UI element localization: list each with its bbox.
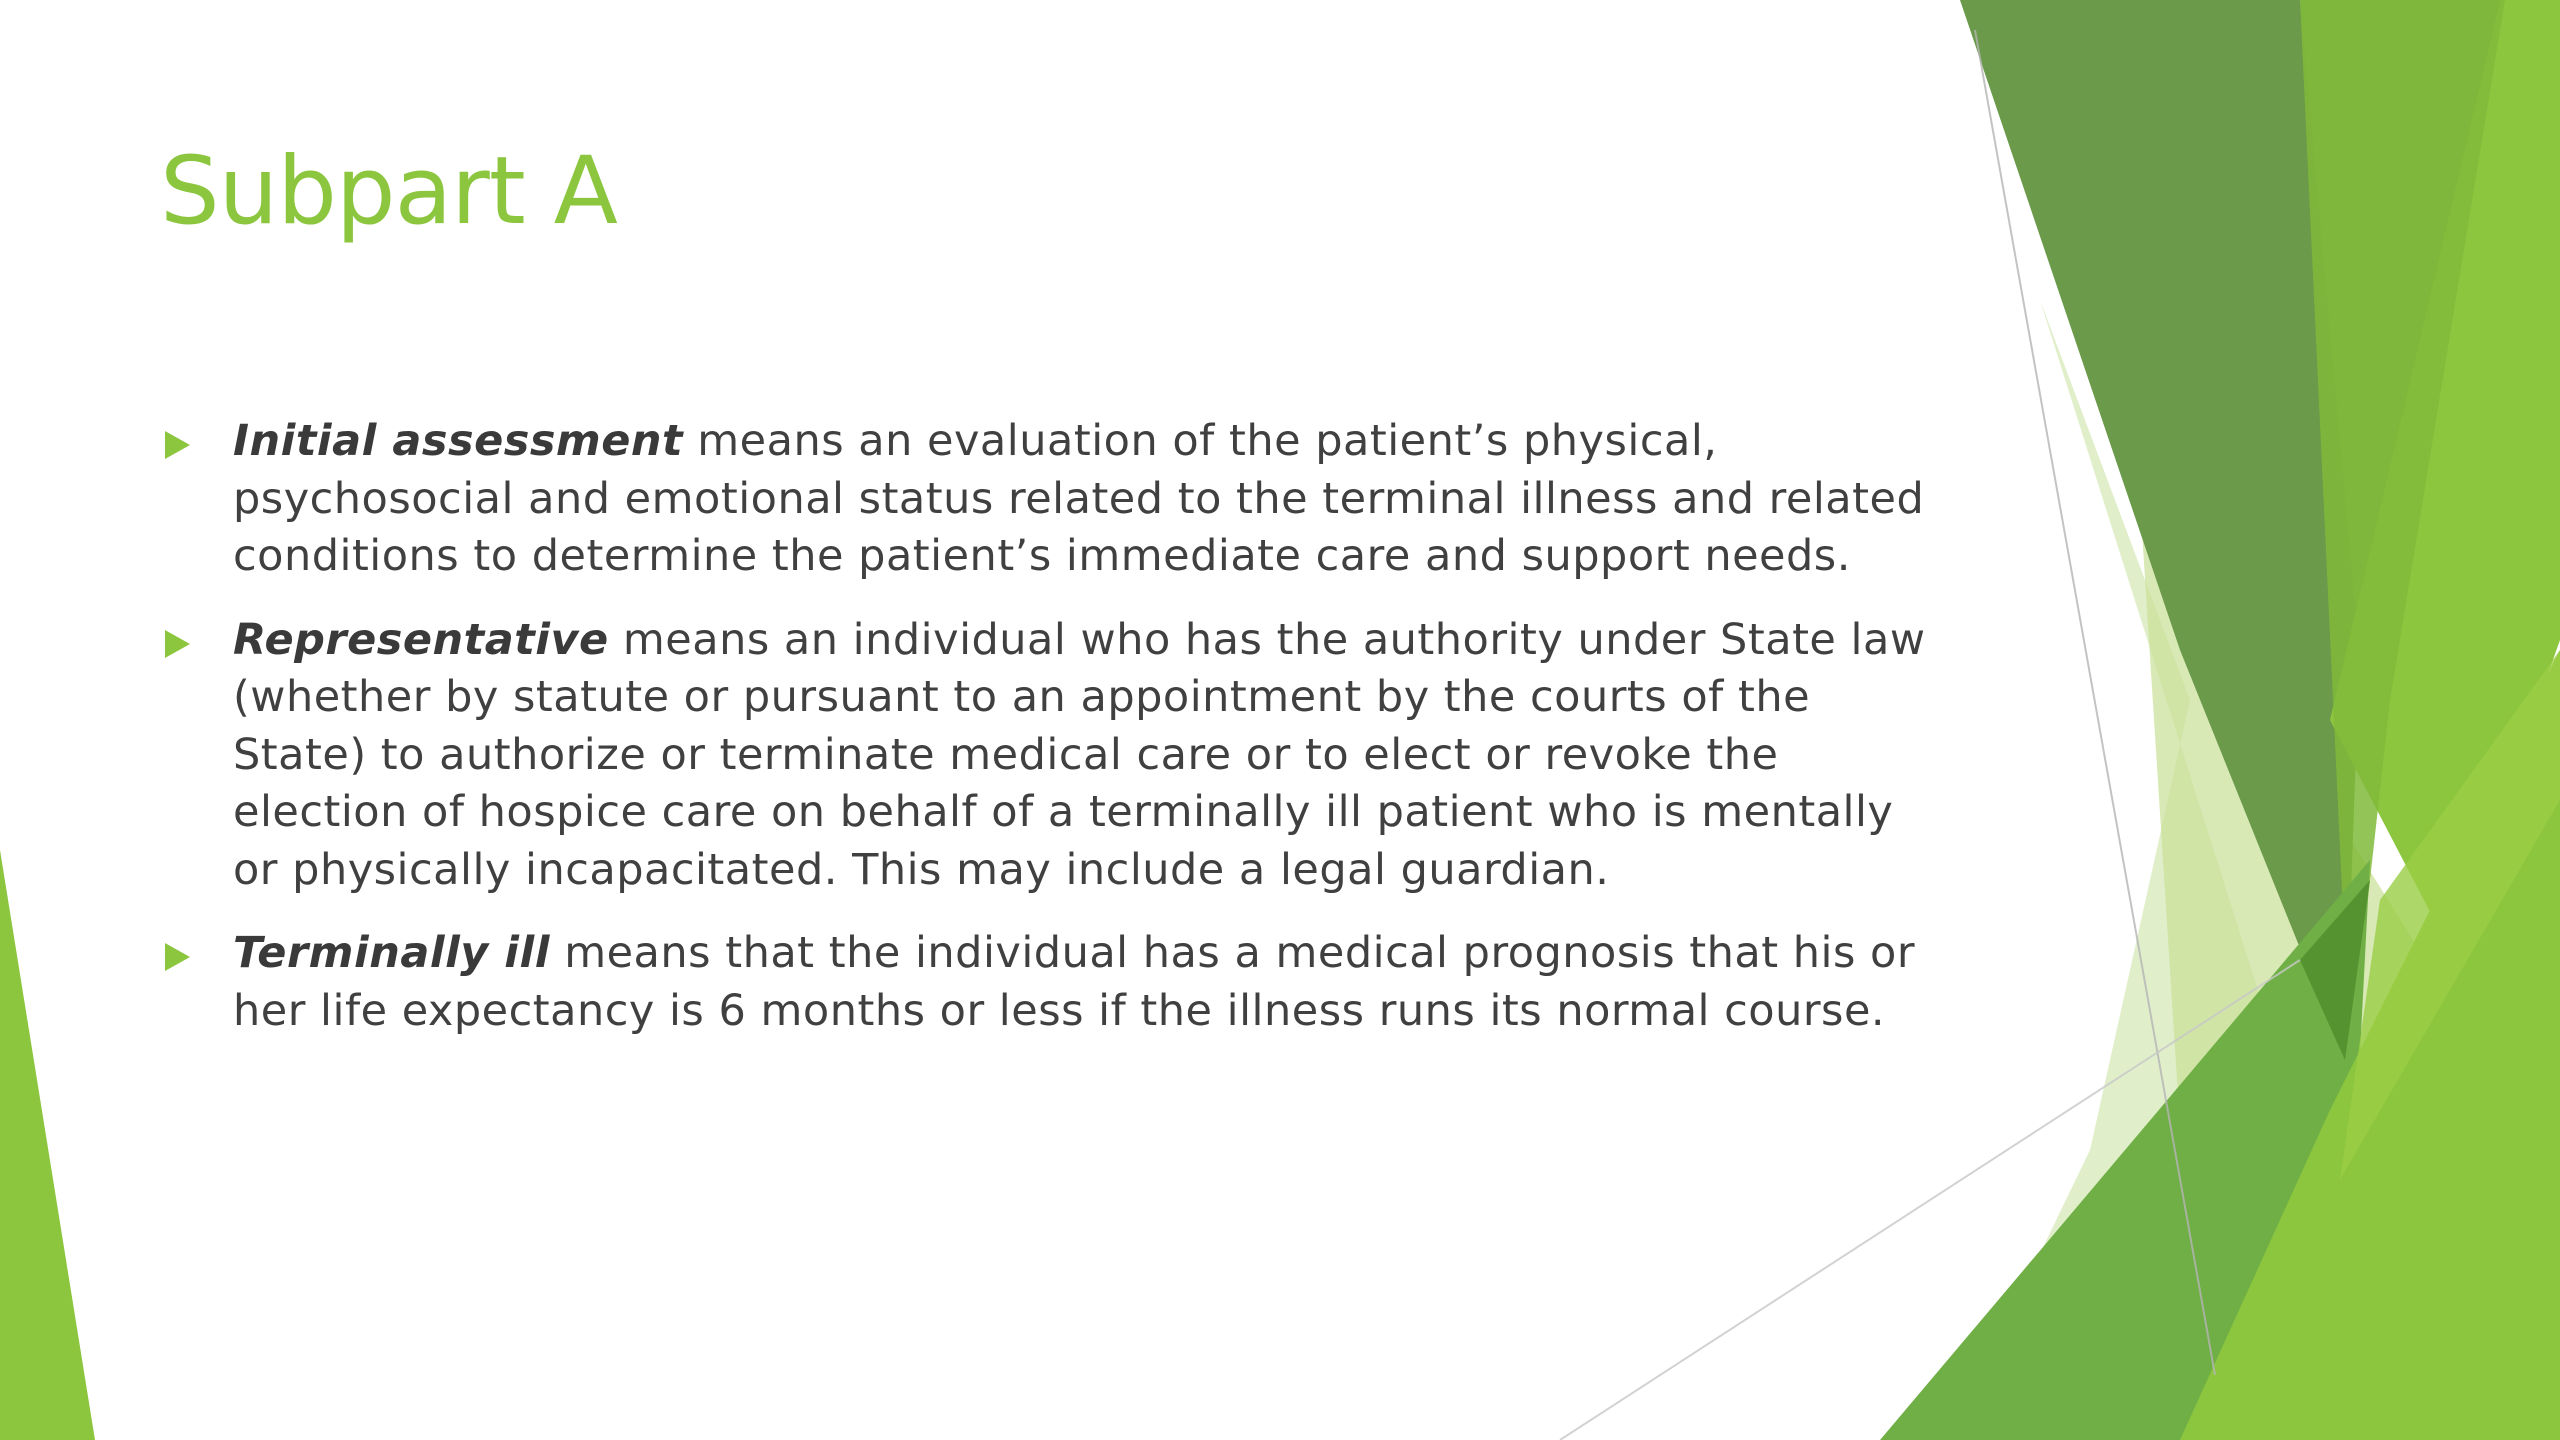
triangle-bullet-icon — [165, 943, 190, 971]
bullet-text: means an individual who has the authority under State law (whether by statute or pursuant to an appointment by the courts of the State) to authorize or terminate medical care or to elect or revoke the election of hospice care on behalf of a terminally ill patient who is mentally or physically incapacitated. This may include a legal guardian. — [233, 614, 1926, 895]
bullet-term: Initial assessment — [233, 416, 684, 466]
bullet-representative — [160, 612, 1950, 900]
slide-title: Subpart A — [160, 137, 617, 246]
bullet-term: Representative — [233, 614, 609, 665]
bullet-list — [160, 413, 1950, 1066]
bullet-terminally-ill — [160, 925, 1950, 1040]
triangle-bullet-icon — [165, 431, 190, 459]
bullet-text: means that the individual has a medical prognosis that his or her life expectancy is 6 months or less if the illness runs its normal course. — [233, 928, 1916, 1036]
triangle-bullet-icon — [165, 630, 190, 658]
bullet-term: Terminally ill — [233, 928, 551, 978]
bullet-text: means an evaluation of the patient’s physical, psychosocial and emotional status related to the terminal illness and related conditions to determine the patient’s immediate care and support needs. — [233, 416, 1925, 581]
left-green-sliver — [0, 850, 95, 1440]
bullet-initial-assessment — [160, 413, 1950, 586]
